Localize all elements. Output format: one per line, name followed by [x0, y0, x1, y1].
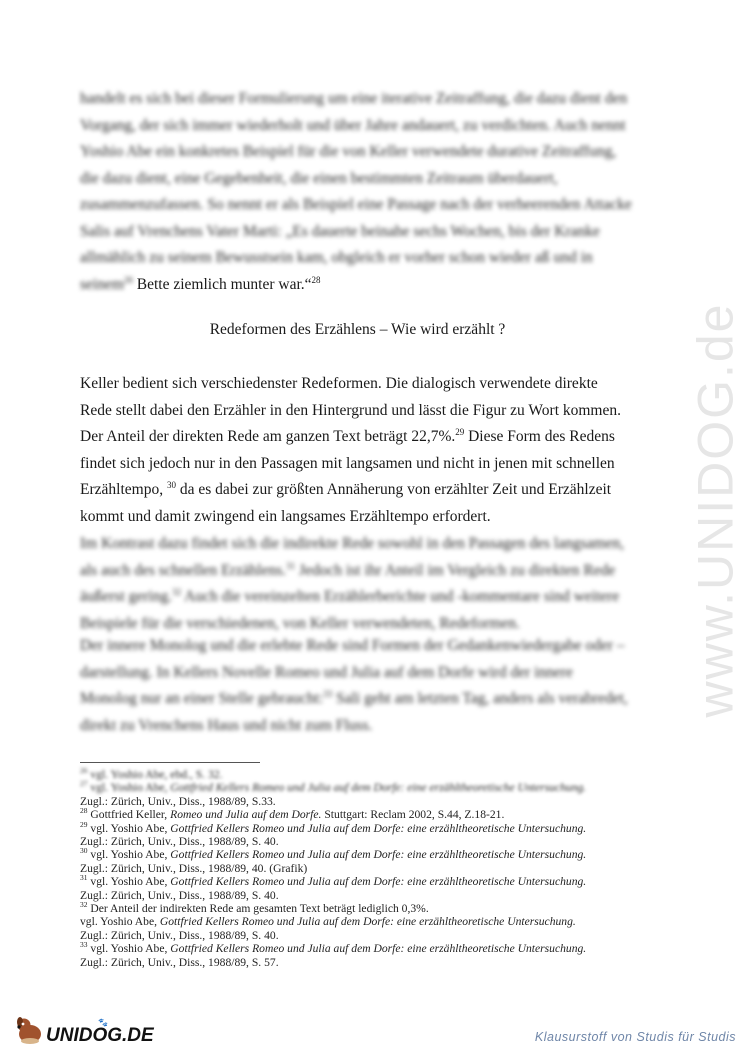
footnote-divider — [80, 762, 260, 763]
watermark: www.UNIDOG.de — [687, 302, 743, 718]
footnote-26: $^{26}$ vgl. Yoshio Abe, ebd., S. 32. — [80, 766, 223, 781]
paragraph-2: Keller bedient sich verschiedenster Redeformen. Die dialogisch verwendete direkte Rede stellt dabei den Erzähler in den Hintergrund und lässt die Figur zu Wort kommen. Der Anteil der direkten Rede am ganzen Text beträgt 22,7%.$^{29}$ Diese Form des Redens findet sich jedoch nur in den Passagen mit langsamen und nicht in jenen mit schnellen Erzähltempo, $^{30}$ da es dabei zur größten Annäherung von erzählter Zeit und Erzählzeit kommt und damit zwingend ein langsames Erzähltempo erfordert. — [80, 375, 621, 525]
paragraph-3: Im Kontrast dazu findet sich die indirekte Rede sowohl in den Passagen des langsamen, als auch des schnellen Erzählens.$^{31}$ Jedoch ist ihr Anteil im Vergleich zu direkten Rede äußerst gering.$^{32}$ Auch die vereinzelten Erzählerberichte und -kommentare sind weitere Beispiele für die verschiedenen, von Keller verwendeten, Redeformen. — [80, 535, 625, 632]
section-heading: Redeformen des Erzählens – Wie wird erzählt ? — [209, 321, 506, 338]
footnote-31: $^{31}$ vgl. Yoshio Abe, Gottfried Kellers Romeo und Julia auf dem Dorfe: eine erzähltheoretische Untersuchung. Zugl.: Zürich, Univ., Diss., 1988/89, S. 40. — [80, 873, 587, 902]
logo-text: UNIDOG.DE — [46, 1025, 154, 1046]
paragraph-1 — [80, 86, 632, 298]
footnote-33: $^{33}$ vgl. Yoshio Abe, Gottfried Kellers Romeo und Julia auf dem Dorfe: eine erzähltheoretische Untersuchung. Zugl.: Zürich, Univ., Diss., 1988/89, S. 57. — [80, 940, 587, 969]
footnote-30: $^{30}$ vgl. Yoshio Abe, Gottfried Kellers Romeo und Julia auf dem Dorfe: eine erzähltheoretische Untersuchung. Zugl.: Zürich, Univ., Diss., 1988/89, 40. (Grafik) — [80, 846, 587, 875]
footnote-28: $^{28}$ Gottfried Keller, Romeo und Julia auf dem Dorfe. Stuttgart: Reclam 2002, S.44, Z.18-21. — [80, 806, 505, 822]
paragraph-4: Der innere Monolog und die erlebte Rede sind Formen der Gedankenwiedergabe oder –darstellung. In Kellers Novelle Romeo und Julia auf dem Dorfe wird der innere Monolog nur an einer Stelle gebraucht:$^{33}$ Sali geht am letzten Tag, anders als verabredet, direkt zu Vrenchens Haus und nicht zum Fluss. — [80, 637, 628, 734]
tagline: Klausurstoff von Studis für Studis — [534, 1030, 736, 1044]
blurred-text: handelt es sich bei dieser Formulierung um eine iterative Zeitraffung, die dazu dient den Vorgang, der sich immer wiederholt und über Jahre andauert, zu verdichten. Auch nennt Yoshio Abe ein konkretes Beispiel für die von Keller verwendete durative Zeitraffung, die dazu dient, eine Gegebenheit, die einen bestimmten Zeitraum überdauert, zusammenzufassen. So nennt er als Beispiel eine Passage nach der verheerenden Attacke Salis auf Vrenchens Vater Marti: „Es dauerte beinahe sechs Wochen, bis der Kranke allmählich zu seinem Bewusstsein kam, obgleich er vorher schon wieder aß und in seinem$^{26}$ — [80, 90, 632, 293]
footnote-29: $^{29}$ vgl. Yoshio Abe, Gottfried Kellers Romeo und Julia auf dem Dorfe: eine erzähltheoretische Untersuchung. Zugl.: Zürich, Univ., Diss., 1988/89, S. 40. — [80, 819, 587, 849]
footnote-ref: 29 — [455, 426, 465, 437]
dog-icon — [17, 1017, 41, 1044]
paragraph-1-visible-end: Bette ziemlich munter war.“$^{28}$ — [136, 274, 321, 293]
footnote-27: $^{27}$ vgl. Yoshio Abe, Gottfried Kellers Romeo und Julia auf dem Dorfe: eine erzähltheoretische Untersuchung. Zugl.: Zürich, Univ., Diss., 1988/89, S.33. — [80, 779, 587, 808]
footnote-32: $^{32}$ Der Anteil der indirekten Rede am gesamten Text beträgt lediglich 0,3%. vgl. Yoshio Abe, Gottfried Kellers Romeo und Julia auf dem Dorfe: eine erzähltheoretische Untersuchung. Zugl.: Zürich, Univ., Diss., 1988/89, S. 40. — [80, 900, 576, 942]
footnote-ref: 30 — [166, 479, 176, 490]
footnotes — [80, 768, 650, 969]
paw-icon: 🐾 — [98, 1018, 108, 1027]
unidog-logo[interactable] — [14, 1014, 164, 1050]
